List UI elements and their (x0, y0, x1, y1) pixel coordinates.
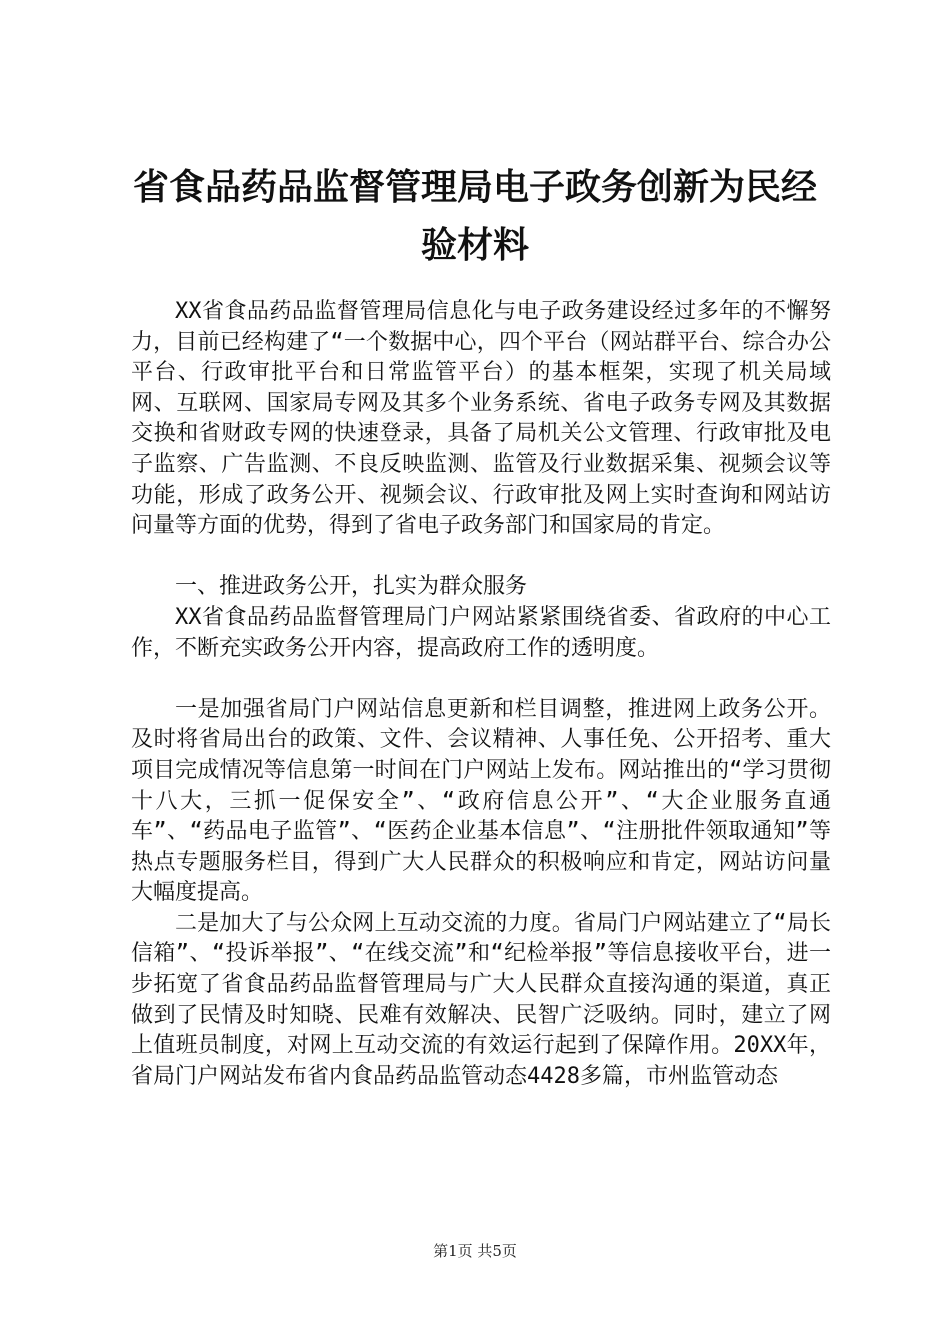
paragraph-point-two: 二是加大了与公众网上互动交流的力度。省局门户网站建立了“局长信箱”、“投诉举报”、“在线交流”和“纪检举报”等信息接收平台，进一步拓宽了省食品药品监督管理局与广大人民群众直接沟通的渠道，真正做到了民情及时知晓、民难有效解决、民智广泛吸纳。同时，建立了网上值班员制度，对网上互动交流的有效运行起到了保障作用。20XX年，省局门户网站发布省内食品药品监管动态4428多篇，市州监管动态 (131, 910, 831, 1089)
document-title: 省食品药品监督管理局电子政务创新为民经验材料 (132, 166, 817, 266)
page-footer: 第1页 共5页 (433, 1242, 517, 1260)
section-heading: 一、推进政务公开，扎实为群众服务 (175, 574, 528, 600)
paragraph-spacer (131, 664, 831, 695)
document-body (131, 297, 831, 1092)
paragraph-intro: XX省食品药品监督管理局信息化与电子政务建设经过多年的不懈努力，目前已经构建了“一个数据中心，四个平台（网站群平台、综合办公平台、行政审批平台和日常监管平台）的基本框架，实现了机关局域网、互联网、国家局专网及其多个业务系统、省电子政务专网及其数据交换和省财政专网的快速登录，具备了局机关公文管理、行政审批及电子监察、广告监测、不良反映监测、监管及行业数据采集、视频会议等功能，形成了政务公开、视频会议、行政审批及网上实时查询和网站访问量等方面的优势，得到了省电子政务部门和国家局的肯定。 (131, 299, 831, 539)
paragraph-section-intro: XX省食品药品监督管理局门户网站紧紧围绕省委、省政府的中心工作，不断充实政务公开内容，提高政府工作的透明度。 (131, 604, 831, 661)
paragraph-point-one: 一是加强省局门户网站信息更新和栏目调整，推进网上政务公开。及时将省局出台的政策、文件、会议精神、人事任免、公开招考、重大项目完成情况等信息第一时间在门户网站上发布。网站推出的“学习贯彻十八大，三抓一促保安全”、“政府信息公开”、“大企业服务直通车”、“药品电子监管”、“医药企业基本信息”、“注册批件领取通知”等热点专题服务栏目，得到广大人民群众的积极响应和肯定，网站访问量大幅度提高。 (131, 696, 831, 906)
paragraph-spacer (131, 542, 831, 573)
